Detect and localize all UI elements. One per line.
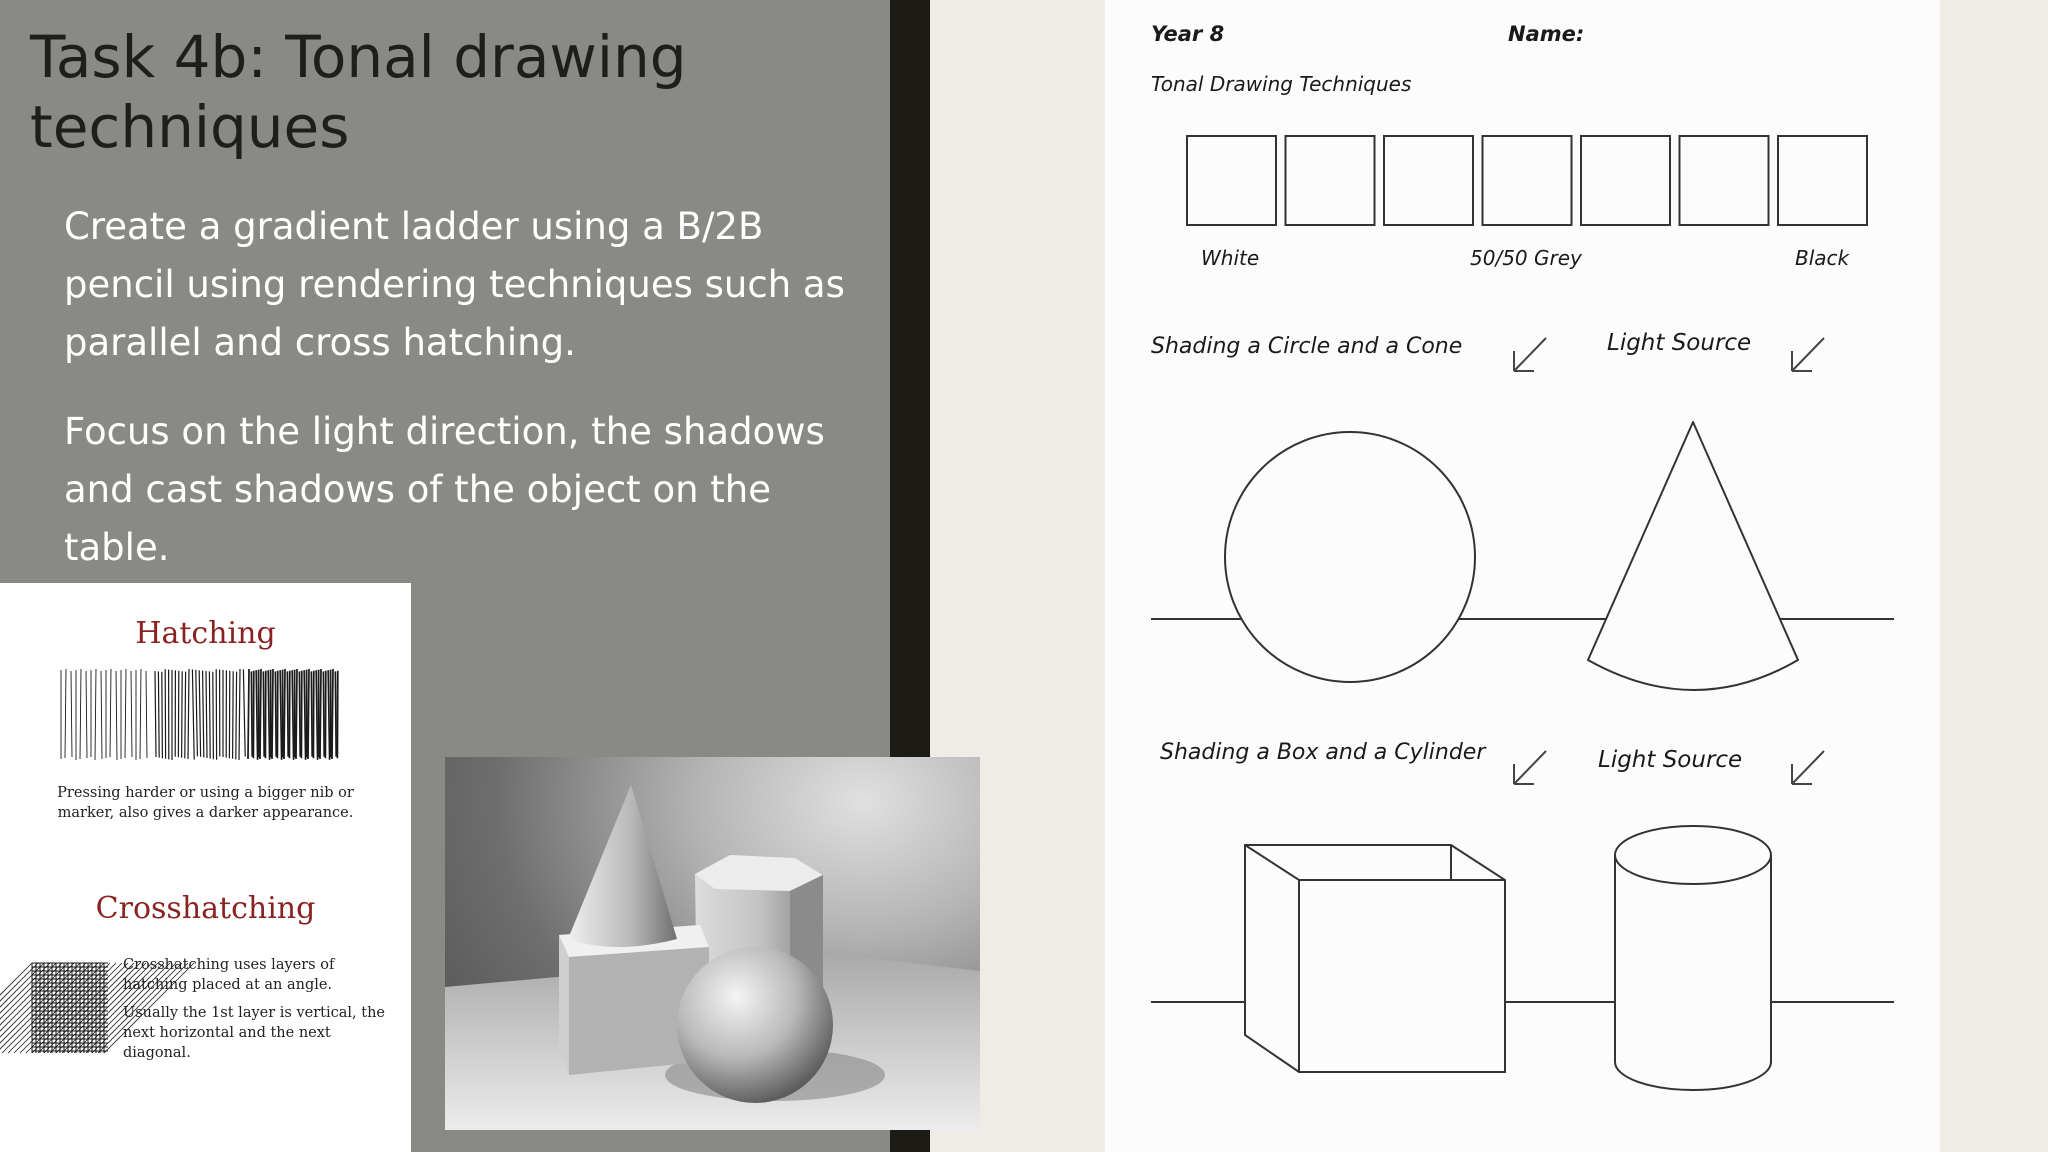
slide-body: [64, 198, 864, 608]
section-circle-cone-heading: Shading a Circle and a Cone: [1151, 334, 1463, 359]
crosshatching-caption: [123, 955, 393, 1063]
cross-caption-line-2: hatching placed at an angle.: [123, 977, 333, 993]
still-life-drawing-image: [445, 757, 980, 1130]
cross-caption-line-1: Crosshatching uses layers of: [123, 957, 335, 973]
scale-label-mid-grey: 50/50 Grey: [1470, 246, 1582, 270]
hatching-heading: Hatching: [135, 616, 276, 651]
section-box-cylinder-heading: Shading a Box and a Cylinder: [1160, 740, 1486, 765]
cross-caption-line-5: diagonal.: [123, 1045, 191, 1061]
name-label: Name:: [1508, 22, 1585, 46]
instruction-paragraph-1: Create a gradient ladder using a B/2B pencil using rendering techniques such as parallel and cross hatching.: [64, 205, 845, 364]
worksheet-subtitle: Tonal Drawing Techniques: [1151, 72, 1412, 96]
box-and-cylinder-drawing: [1105, 0, 1940, 1152]
hatching-caption-line-1: Pressing harder or using a bigger nib or: [57, 785, 354, 801]
crosshatching-heading: Crosshatching: [95, 891, 316, 926]
light-source-label-2: Light Source: [1598, 747, 1743, 773]
cross-caption-line-3: Usually the 1st layer is vertical, the: [123, 1005, 385, 1021]
hatching-swatches: [60, 668, 340, 761]
still-life-sketch: [445, 757, 980, 1130]
hatching-reference-card: [0, 583, 411, 1152]
instruction-paragraph-2: Focus on the light direction, the shadows and cast shadows of the object on the table.: [64, 410, 825, 569]
scale-label-black: Black: [1795, 246, 1850, 270]
crosshatching-swatch: [32, 963, 108, 1053]
cross-caption-line-4: next horizontal and the next: [123, 1025, 331, 1041]
year-label: Year 8: [1151, 22, 1225, 46]
light-source-label-1: Light Source: [1607, 330, 1752, 356]
scale-label-white: White: [1201, 246, 1260, 270]
hatching-caption-line-2: marker, also gives a darker appearance.: [57, 805, 354, 821]
hatching-caption: [0, 783, 411, 823]
tonal-drawing-worksheet: [1105, 0, 1940, 1152]
slide-title: Task 4b: Tonal drawing techniques: [30, 23, 687, 161]
